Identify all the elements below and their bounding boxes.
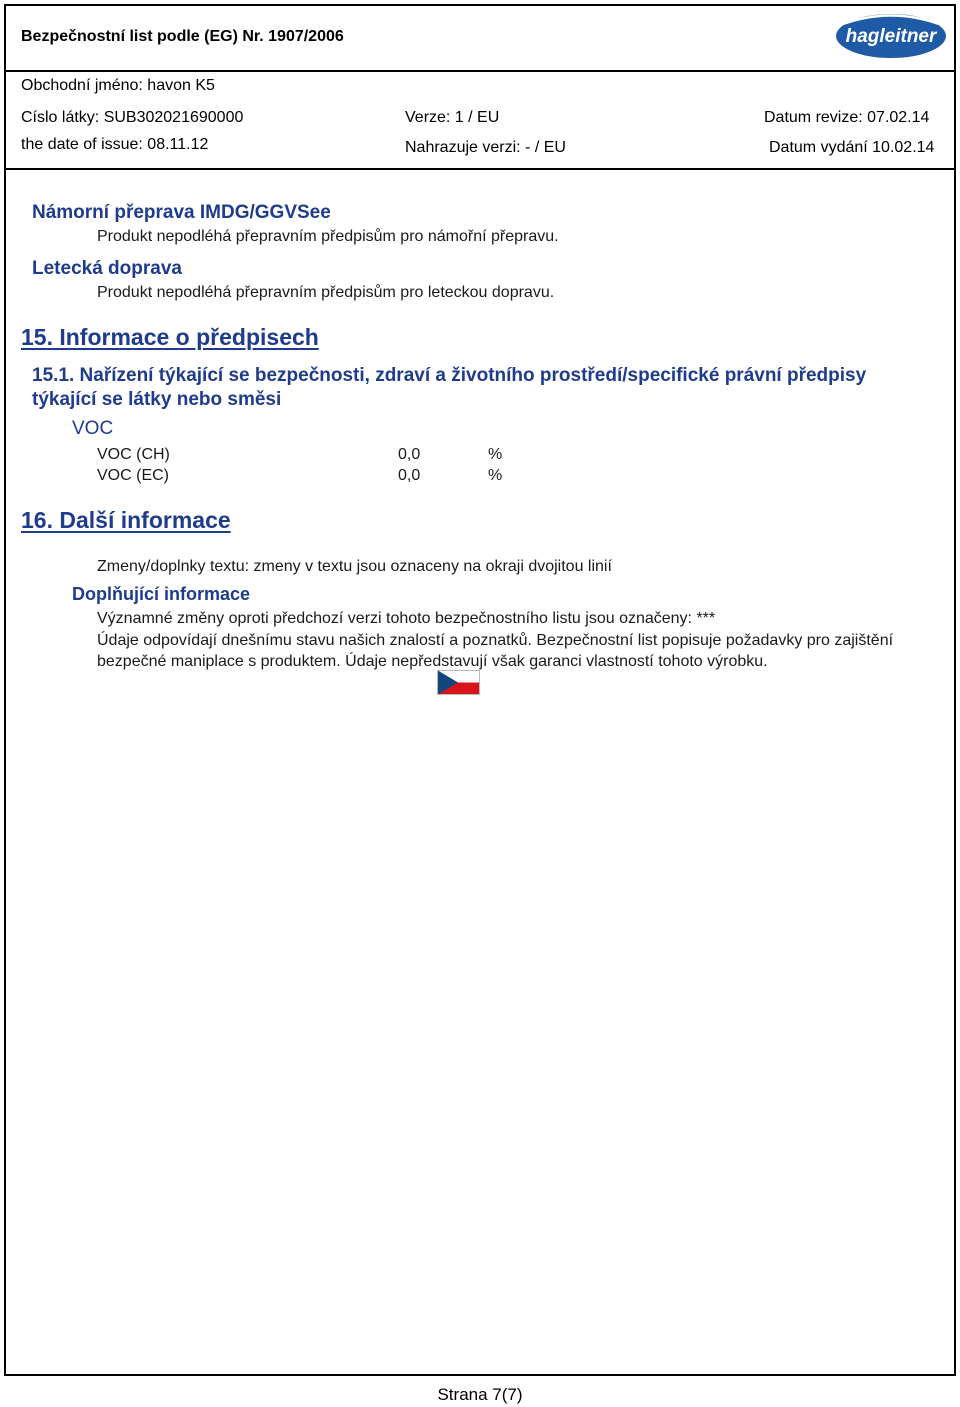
sea-transport-text: Produkt nepodléhá přepravním předpisům pro námořní přepravu.	[97, 228, 559, 245]
czech-flag-icon	[437, 670, 480, 695]
voc-row-name: VOC (CH)	[97, 446, 170, 463]
disclaimer-text: Údaje odpovídají dnešnímu stavu našich znalostí a poznatků. Bezpečnostní list popisuje požadavky pro zajištění bezpečné maniplace s produktem. Údaje nepředstavují však garanci vlastností tohoto výrobku.	[97, 632, 894, 670]
header-separator-top	[4, 70, 956, 72]
air-transport-heading: Letecká doprava	[32, 258, 182, 279]
additional-info-heading: Doplňující informace	[72, 584, 251, 604]
voc-row-value: 0,0	[398, 467, 421, 484]
document-title: Bezpečnostní list podle (EG) Nr. 1907/2006	[21, 28, 344, 45]
replaces-version: Nahrazuje verzi: - / EU	[405, 139, 566, 156]
substance-number: Císlo látky: SUB302021690000	[21, 109, 244, 126]
voc-row-unit: %	[488, 467, 503, 484]
issue-date: the date of issue: 08.11.12	[21, 136, 209, 153]
logo-text: hagleitner	[845, 26, 937, 47]
voc-row-value: 0,0	[398, 446, 421, 463]
hagleitner-logo	[833, 11, 949, 61]
sea-transport-heading: Námorní přeprava IMDG/GGVSee	[32, 202, 331, 223]
changes-note: Zmeny/doplnky textu: zmeny v textu jsou oznaceny na okraji dvojitou linií	[97, 558, 612, 575]
header-separator-bottom	[4, 168, 956, 170]
voc-row-unit: %	[488, 446, 503, 463]
voc-row-name: VOC (EC)	[97, 467, 169, 484]
air-transport-text: Produkt nepodléhá přepravním předpisům pro leteckou dopravu.	[97, 284, 555, 301]
page-number: Strana 7(7)	[437, 1385, 523, 1404]
version: Verze: 1 / EU	[405, 109, 500, 126]
revision-date: Datum revize: 07.02.14	[764, 109, 930, 126]
section-15-1-heading: 15.1. Nařízení týkající se bezpečnosti, zdraví a životního prostředí/specifické právní předpisy týkající se látky nebo směsi	[32, 365, 867, 410]
trade-name: Obchodní jméno: havon K5	[21, 77, 215, 94]
section-16-heading: 16. Další informace	[21, 507, 231, 533]
publish-date: Datum vydání 10.02.14	[769, 139, 935, 156]
section-15-heading: 15. Informace o předpisech	[21, 324, 319, 350]
voc-label: VOC	[72, 418, 114, 439]
significant-changes-text: Významné změny oproti předchozí verzi tohoto bezpečnostního listu jsou označeny: ***	[97, 610, 716, 627]
